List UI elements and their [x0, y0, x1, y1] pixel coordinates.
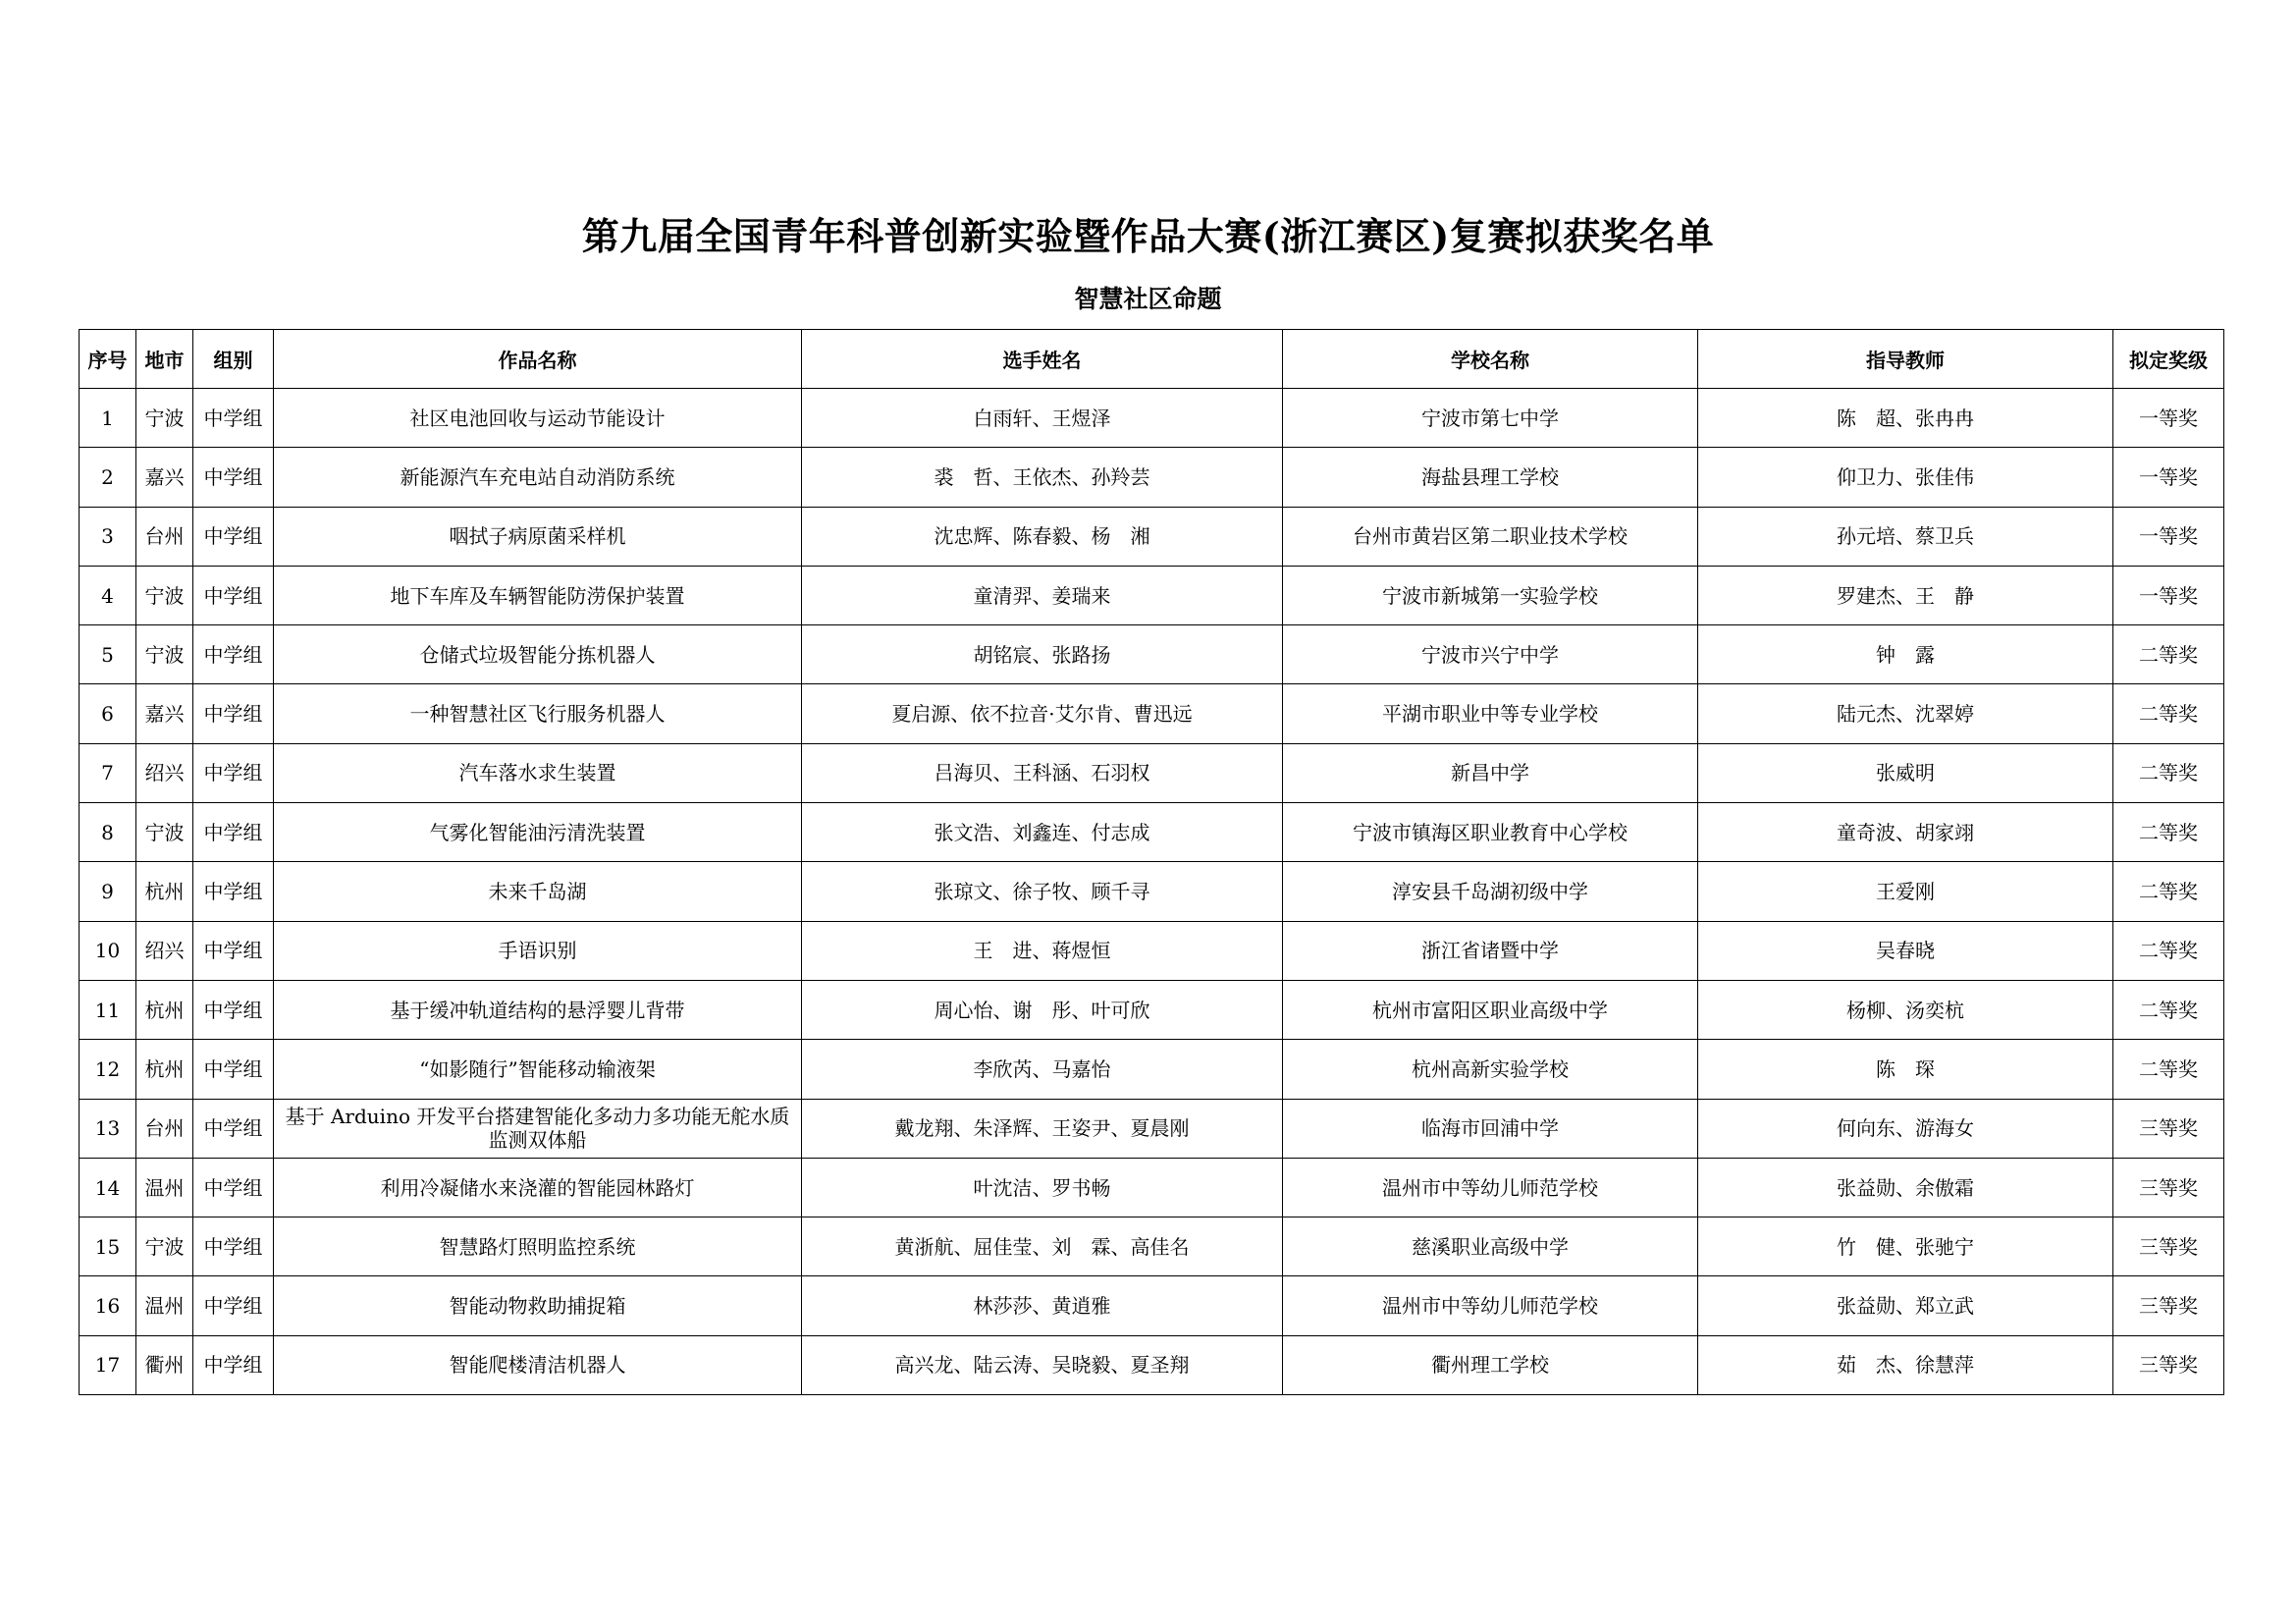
row-advisor: 竹 健、张驰宁	[1698, 1217, 2113, 1276]
row-group: 中学组	[193, 862, 274, 921]
row-contestants: 白雨轩、王煜泽	[802, 389, 1283, 448]
row-group: 中学组	[193, 1099, 274, 1158]
table-row	[80, 1040, 2224, 1099]
row-index: 7	[80, 743, 136, 802]
row-index: 2	[80, 448, 136, 507]
header-city: 地市	[136, 330, 193, 389]
row-city: 杭州	[136, 862, 193, 921]
row-index: 5	[80, 625, 136, 684]
row-school: 宁波市新城第一实验学校	[1283, 566, 1698, 624]
row-contestants: 黄浙航、屈佳莹、刘 霖、高佳名	[802, 1217, 1283, 1276]
row-city: 衢州	[136, 1335, 193, 1394]
row-contestants: 夏启源、依不拉音·艾尔肯、曹迅远	[802, 684, 1283, 743]
row-work-title: 新能源汽车充电站自动消防系统	[274, 448, 802, 507]
row-award: 一等奖	[2113, 507, 2224, 566]
row-contestants: 周心怡、谢 彤、叶可欣	[802, 980, 1283, 1039]
row-award: 三等奖	[2113, 1099, 2224, 1158]
table-row	[80, 1099, 2224, 1158]
row-award: 一等奖	[2113, 448, 2224, 507]
row-award: 二等奖	[2113, 1040, 2224, 1099]
row-school: 衢州理工学校	[1283, 1335, 1698, 1394]
row-city: 杭州	[136, 980, 193, 1039]
row-work-title: 智能爬楼清洁机器人	[274, 1335, 802, 1394]
table-row	[80, 566, 2224, 624]
row-advisor: 王爱刚	[1698, 862, 2113, 921]
row-group: 中学组	[193, 1040, 274, 1099]
row-advisor: 孙元培、蔡卫兵	[1698, 507, 2113, 566]
document-title: 第九届全国青年科普创新实验暨作品大赛(浙江赛区)复赛拟获奖名单	[581, 214, 1715, 258]
table-row	[80, 1335, 2224, 1394]
row-school: 温州市中等幼儿师范学校	[1283, 1158, 1698, 1217]
row-contestants: 王 进、蒋煜恒	[802, 921, 1283, 980]
row-advisor: 何向东、游海女	[1698, 1099, 2113, 1158]
row-index: 8	[80, 803, 136, 862]
row-advisor: 陈 超、张冉冉	[1698, 389, 2113, 448]
row-award: 一等奖	[2113, 389, 2224, 448]
row-school: 平湖市职业中等专业学校	[1283, 684, 1698, 743]
row-school: 慈溪职业高级中学	[1283, 1217, 1698, 1276]
row-work-title: 地下车库及车辆智能防涝保护装置	[274, 566, 802, 624]
row-index: 10	[80, 921, 136, 980]
row-contestants: 张琼文、徐子牧、顾千寻	[802, 862, 1283, 921]
row-group: 中学组	[193, 803, 274, 862]
row-contestants: 李欣芮、马嘉怡	[802, 1040, 1283, 1099]
table-body	[80, 389, 2224, 1395]
row-school: 宁波市镇海区职业教育中心学校	[1283, 803, 1698, 862]
row-contestants: 叶沈洁、罗书畅	[802, 1158, 1283, 1217]
row-group: 中学组	[193, 389, 274, 448]
row-advisor: 童奇波、胡家翊	[1698, 803, 2113, 862]
row-advisor: 茹 杰、徐慧萍	[1698, 1335, 2113, 1394]
row-work-title: 基于缓冲轨道结构的悬浮婴儿背带	[274, 980, 802, 1039]
awards-table	[79, 329, 2224, 1395]
row-advisor: 杨柳、汤奕杭	[1698, 980, 2113, 1039]
row-index: 3	[80, 507, 136, 566]
row-city: 台州	[136, 1099, 193, 1158]
row-city: 宁波	[136, 566, 193, 624]
row-school: 宁波市第七中学	[1283, 389, 1698, 448]
header-advisor: 指导教师	[1698, 330, 2113, 389]
row-group: 中学组	[193, 1276, 274, 1335]
row-city: 杭州	[136, 1040, 193, 1099]
row-index: 12	[80, 1040, 136, 1099]
row-advisor: 陈 琛	[1698, 1040, 2113, 1099]
header-school: 学校名称	[1283, 330, 1698, 389]
row-index: 16	[80, 1276, 136, 1335]
row-award: 三等奖	[2113, 1276, 2224, 1335]
row-work-title: 手语识别	[274, 921, 802, 980]
row-city: 绍兴	[136, 743, 193, 802]
table-row	[80, 625, 2224, 684]
row-contestants: 童清羿、姜瑞来	[802, 566, 1283, 624]
row-index: 13	[80, 1099, 136, 1158]
row-school: 临海市回浦中学	[1283, 1099, 1698, 1158]
row-work-title: 基于 Arduino 开发平台搭建智能化多动力多功能无舵水质监测双体船	[274, 1099, 802, 1158]
row-advisor: 陆元杰、沈翠婷	[1698, 684, 2113, 743]
row-school: 新昌中学	[1283, 743, 1698, 802]
row-group: 中学组	[193, 1217, 274, 1276]
row-school: 宁波市兴宁中学	[1283, 625, 1698, 684]
row-work-title: “如影随行”智能移动输液架	[274, 1040, 802, 1099]
row-index: 9	[80, 862, 136, 921]
row-work-title: 一种智慧社区飞行服务机器人	[274, 684, 802, 743]
table-row	[80, 507, 2224, 566]
row-advisor: 张威明	[1698, 743, 2113, 802]
row-group: 中学组	[193, 980, 274, 1039]
row-group: 中学组	[193, 507, 274, 566]
table-row	[80, 448, 2224, 507]
row-contestants: 沈忠辉、陈春毅、杨 湘	[802, 507, 1283, 566]
document-subtitle: 智慧社区命题	[1074, 285, 1222, 313]
table-row	[80, 684, 2224, 743]
row-city: 温州	[136, 1276, 193, 1335]
row-award: 二等奖	[2113, 862, 2224, 921]
row-index: 1	[80, 389, 136, 448]
row-school: 杭州高新实验学校	[1283, 1040, 1698, 1099]
row-work-title: 汽车落水求生装置	[274, 743, 802, 802]
row-city: 温州	[136, 1158, 193, 1217]
table-row	[80, 1158, 2224, 1217]
table-row	[80, 862, 2224, 921]
row-work-title: 智慧路灯照明监控系统	[274, 1217, 802, 1276]
row-work-title: 仓储式垃圾智能分拣机器人	[274, 625, 802, 684]
row-award: 一等奖	[2113, 566, 2224, 624]
row-index: 17	[80, 1335, 136, 1394]
row-contestants: 戴龙翔、朱泽辉、王姿尹、夏晨刚	[802, 1099, 1283, 1158]
row-work-title: 咽拭子病原菌采样机	[274, 507, 802, 566]
row-work-title: 智能动物救助捕捉箱	[274, 1276, 802, 1335]
row-work-title: 未来千岛湖	[274, 862, 802, 921]
row-group: 中学组	[193, 625, 274, 684]
table-row	[80, 743, 2224, 802]
row-school: 海盐县理工学校	[1283, 448, 1698, 507]
row-work-title: 利用冷凝储水来浇灌的智能园林路灯	[274, 1158, 802, 1217]
row-city: 绍兴	[136, 921, 193, 980]
row-school: 杭州市富阳区职业高级中学	[1283, 980, 1698, 1039]
row-group: 中学组	[193, 566, 274, 624]
row-contestants: 吕海贝、王科涵、石羽权	[802, 743, 1283, 802]
row-advisor: 张益勋、余傲霜	[1698, 1158, 2113, 1217]
table-row	[80, 1276, 2224, 1335]
row-group: 中学组	[193, 743, 274, 802]
row-index: 4	[80, 566, 136, 624]
row-award: 二等奖	[2113, 743, 2224, 802]
header-contestants: 选手姓名	[802, 330, 1283, 389]
row-award: 二等奖	[2113, 625, 2224, 684]
table-header-row	[80, 330, 2224, 389]
row-city: 宁波	[136, 803, 193, 862]
row-school: 浙江省诸暨中学	[1283, 921, 1698, 980]
row-city: 台州	[136, 507, 193, 566]
row-advisor: 钟 露	[1698, 625, 2113, 684]
row-index: 6	[80, 684, 136, 743]
row-index: 11	[80, 980, 136, 1039]
table-row	[80, 1217, 2224, 1276]
row-award: 二等奖	[2113, 684, 2224, 743]
row-city: 宁波	[136, 625, 193, 684]
row-work-title: 气雾化智能油污清洗装置	[274, 803, 802, 862]
table-row	[80, 921, 2224, 980]
row-award: 二等奖	[2113, 980, 2224, 1039]
header-work-title: 作品名称	[274, 330, 802, 389]
row-work-title: 社区电池回收与运动节能设计	[274, 389, 802, 448]
header-group: 组别	[193, 330, 274, 389]
row-contestants: 胡铭宸、张路扬	[802, 625, 1283, 684]
row-index: 14	[80, 1158, 136, 1217]
row-advisor: 吴春晓	[1698, 921, 2113, 980]
row-award: 三等奖	[2113, 1158, 2224, 1217]
table-row	[80, 803, 2224, 862]
row-contestants: 林莎莎、黄逍雅	[802, 1276, 1283, 1335]
row-award: 三等奖	[2113, 1335, 2224, 1394]
row-school: 温州市中等幼儿师范学校	[1283, 1276, 1698, 1335]
table-row	[80, 389, 2224, 448]
row-city: 宁波	[136, 389, 193, 448]
row-group: 中学组	[193, 1158, 274, 1217]
row-group: 中学组	[193, 448, 274, 507]
row-advisor: 张益勋、郑立武	[1698, 1276, 2113, 1335]
row-group: 中学组	[193, 1335, 274, 1394]
row-city: 嘉兴	[136, 684, 193, 743]
header-index: 序号	[80, 330, 136, 389]
row-award: 二等奖	[2113, 803, 2224, 862]
row-contestants: 裘 哲、王依杰、孙羚芸	[802, 448, 1283, 507]
row-group: 中学组	[193, 684, 274, 743]
row-city: 嘉兴	[136, 448, 193, 507]
table-row	[80, 980, 2224, 1039]
header-award: 拟定奖级	[2113, 330, 2224, 389]
row-contestants: 张文浩、刘鑫连、付志成	[802, 803, 1283, 862]
row-group: 中学组	[193, 921, 274, 980]
row-advisor: 仰卫力、张佳伟	[1698, 448, 2113, 507]
row-contestants: 高兴龙、陆云涛、吴晓毅、夏圣翔	[802, 1335, 1283, 1394]
row-school: 台州市黄岩区第二职业技术学校	[1283, 507, 1698, 566]
row-school: 淳安县千岛湖初级中学	[1283, 862, 1698, 921]
row-award: 三等奖	[2113, 1217, 2224, 1276]
row-city: 宁波	[136, 1217, 193, 1276]
row-award: 二等奖	[2113, 921, 2224, 980]
row-advisor: 罗建杰、王 静	[1698, 566, 2113, 624]
row-index: 15	[80, 1217, 136, 1276]
